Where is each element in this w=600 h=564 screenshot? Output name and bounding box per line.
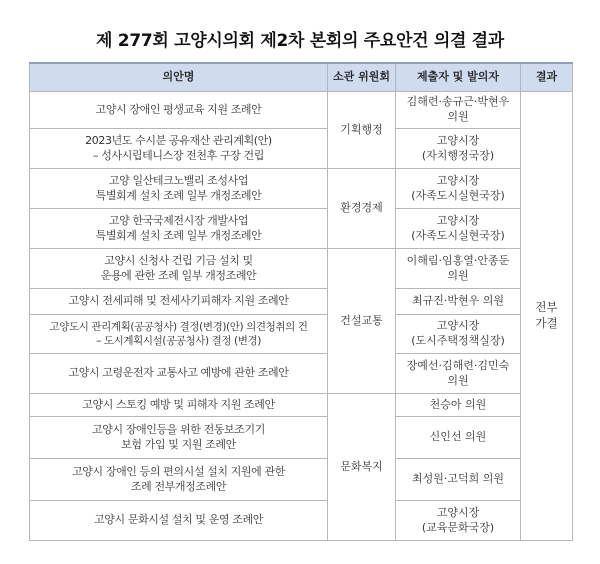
agenda-line: 고양시 스토킹 예방 및 피해자 지원 조례안 <box>82 397 275 411</box>
agenda-cell <box>30 417 328 459</box>
table-row <box>30 129 573 169</box>
committee-cell <box>328 249 396 394</box>
agenda-cell <box>30 209 328 249</box>
agenda-cell <box>30 289 328 315</box>
proposer-line: 의원 <box>447 268 469 282</box>
agenda-cell <box>30 129 328 169</box>
agenda-line: 특별회계 설치 조례 일부 개정조례안 <box>95 188 262 202</box>
agenda-line: – 도시계획시설(공공청사) 결정 (변경) <box>96 335 261 347</box>
proposer-line: 고양시장 <box>436 213 480 227</box>
agenda-cell <box>30 354 328 394</box>
proposer-line: 신인선 의원 <box>429 430 487 444</box>
agenda-line: 조례 전부개정조례안 <box>130 479 227 493</box>
agenda-line: 고양시 신청사 건립 기금 설치 및 <box>104 253 253 267</box>
agenda-line: 고양시 문화시설 설치 및 운영 조례안 <box>94 513 263 527</box>
committee-cell <box>328 394 396 541</box>
agenda-cell <box>30 501 328 541</box>
table-row <box>30 417 573 459</box>
header-committee: 소관 위원회 <box>328 63 396 92</box>
proposer-cell <box>396 417 521 459</box>
proposer-line: 고양시장 <box>436 505 480 519</box>
results-table <box>29 62 573 541</box>
agenda-line: 2023년도 수시분 공유재산 관리계획(안) <box>85 133 272 147</box>
page-title: 제 277회 고양시의회 제2차 본회의 주요안건 의결 결과 <box>96 31 504 51</box>
committee-cell <box>328 92 396 169</box>
proposer-cell <box>396 169 521 209</box>
agenda-line: – 성사시립테니스장 전천후 구장 건립 <box>93 148 264 162</box>
proposer-line: 고양시장 <box>436 319 480 333</box>
proposer-line: 고양시장 <box>436 133 480 147</box>
proposer-line: 천승아 의원 <box>429 397 487 411</box>
proposer-cell <box>396 315 521 354</box>
proposer-line: (자치행정국장) <box>421 148 495 162</box>
proposer-cell <box>396 92 521 129</box>
agenda-line: 고양도시 관리계획(공공청사) 결정(변경)(안) 의견청취의 건 <box>49 320 308 333</box>
proposer-line: 김해련·송규근·박현우 <box>406 95 510 109</box>
committee-label: 환경경제 <box>340 201 383 215</box>
agenda-line: 고양시 고령운전자 교통사고 예방에 관한 조례안 <box>68 366 289 380</box>
proposer-line: 최규진·박현우 의원 <box>411 294 504 308</box>
proposer-cell <box>396 209 521 249</box>
table-row <box>30 354 573 394</box>
table-row <box>30 501 573 541</box>
proposer-line: 의원 <box>447 110 469 123</box>
table-row <box>30 459 573 501</box>
proposer-cell <box>396 354 521 394</box>
proposer-line: (자족도시실현국장) <box>411 188 505 202</box>
agenda-line: 고양시 전세피해 및 전세사기피해자 지원 조례안 <box>68 294 289 308</box>
table-row <box>30 289 573 315</box>
agenda-line: 고양시 장애인 평생교육 지원 조례안 <box>95 102 262 116</box>
table-row <box>30 249 573 289</box>
agenda-cell <box>30 459 328 501</box>
committee-cell <box>328 169 396 249</box>
table-row <box>30 209 573 249</box>
agenda-cell <box>30 249 328 289</box>
agenda-cell <box>30 169 328 209</box>
agenda-line: 고양 한국국제전시장 개발사업 <box>108 213 249 227</box>
agenda-line: 특별회계 설치 조례 일부 개정조례안 <box>95 228 262 242</box>
proposer-cell <box>396 249 521 289</box>
proposer-line: 의원 <box>447 373 469 387</box>
proposer-cell <box>396 129 521 169</box>
agenda-line: 고양시 장애인 등의 편의시설 설치 지원에 관한 <box>72 464 285 478</box>
proposer-line: (자족도시실현국장) <box>411 228 505 242</box>
result-cell <box>521 92 573 541</box>
header-result: 결과 <box>521 63 573 92</box>
proposer-cell <box>396 501 521 541</box>
header-proposer: 제출자 및 발의자 <box>396 63 521 92</box>
table-row <box>30 169 573 209</box>
table-row <box>30 315 573 354</box>
result-line: 전부 <box>535 300 558 315</box>
agenda-line: 고양 일산테크노밸리 조성사업 <box>108 173 249 187</box>
table-row <box>30 92 573 129</box>
proposer-line: 최성원·고덕희 의원 <box>411 472 504 486</box>
proposer-cell <box>396 289 521 315</box>
committee-label: 건설교통 <box>340 313 383 327</box>
header-agenda: 의안명 <box>30 63 328 92</box>
agenda-cell <box>30 315 328 354</box>
committee-label: 문화복지 <box>340 459 383 473</box>
proposer-line: (교육문화국장) <box>421 520 495 534</box>
proposer-line: 고양시장 <box>436 173 480 187</box>
agenda-line: 고양시 장애인등을 위한 전동보조기기 <box>92 422 265 436</box>
table-header-row <box>30 63 573 92</box>
proposer-line: 이해림·임홍열·안종둔 <box>406 253 510 267</box>
proposer-cell <box>396 394 521 417</box>
table-row <box>30 394 573 417</box>
agenda-line: 보험 가입 및 지원 조례안 <box>121 437 236 451</box>
agenda-line: 운용에 관한 조례 일부 개정조례안 <box>100 268 257 282</box>
committee-label: 기획행정 <box>340 122 383 136</box>
proposer-line: (도시주택정책실장) <box>411 334 505 347</box>
proposer-line: 장예선·김해련·김민숙 <box>406 358 510 372</box>
agenda-cell <box>30 394 328 417</box>
proposer-cell <box>396 459 521 501</box>
agenda-cell <box>30 92 328 129</box>
result-line: 가결 <box>535 316 558 330</box>
